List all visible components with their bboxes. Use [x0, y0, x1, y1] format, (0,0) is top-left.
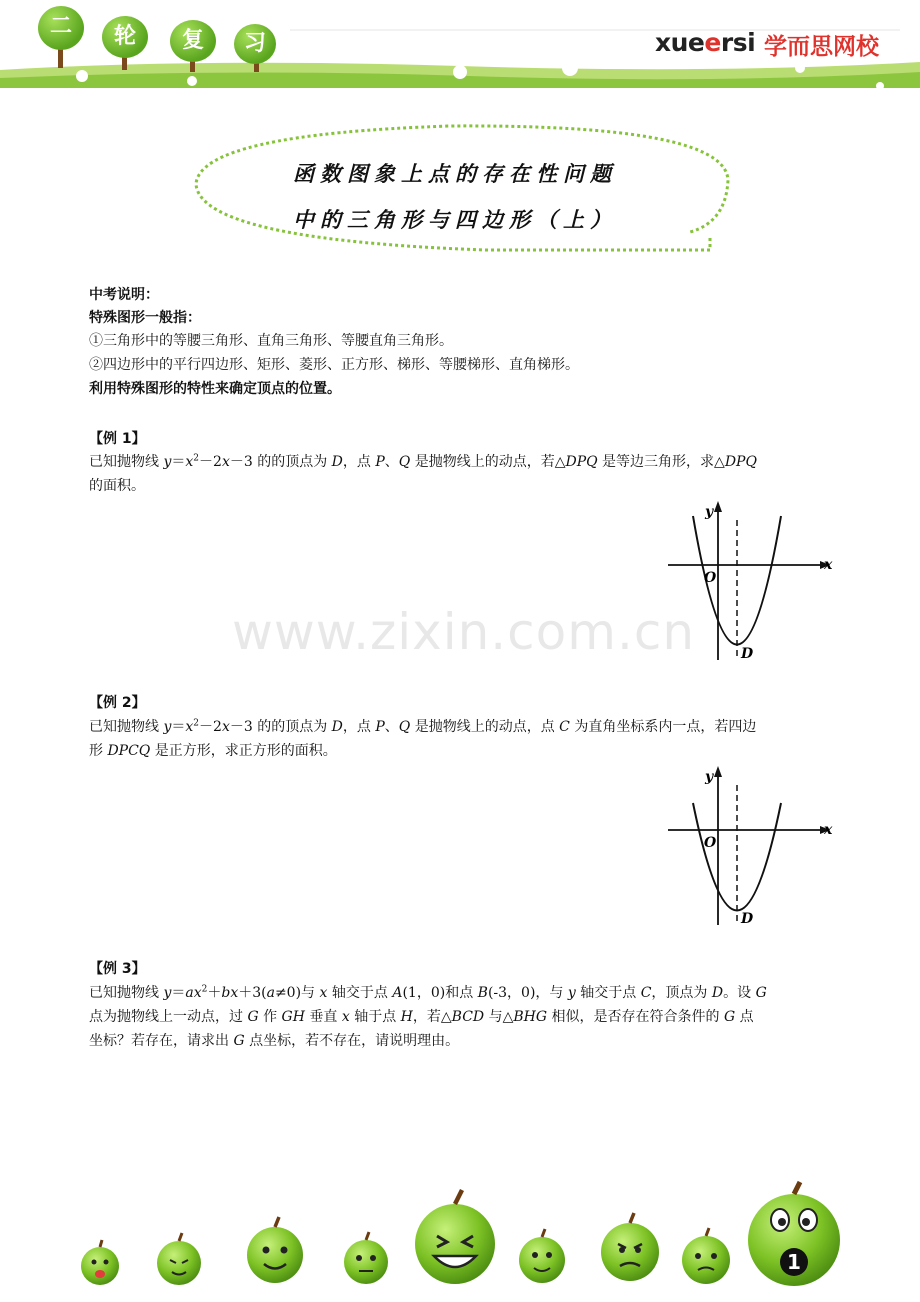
vertex-label: D [741, 911, 754, 927]
apple-icon [157, 1233, 201, 1285]
apple-icon [415, 1190, 495, 1284]
footer-apples [0, 1180, 920, 1302]
series-char-3: 复 [170, 20, 216, 62]
apple-icon [519, 1229, 565, 1283]
example-3-line-3: 坐标？若存在，请求出 G 点坐标，若不存在，请说明理由。 [89, 1033, 460, 1049]
series-char-1: 二 [38, 6, 84, 50]
example-1-line-1: 已知抛物线 $y=x^2-2x-3$ 的的顶点为 D，点 P、Q 是抛物线上的动点，若△DPQ 是等边三角形，求△DPQ [89, 453, 757, 470]
example-2-label: 【例 2】 [89, 695, 146, 711]
page-title-line-2: 中的三角形与四边形（上） [293, 207, 617, 232]
example-2-line-1: 已知抛物线 $y=x^2-2x-3$ 的的顶点为 D，点 P、Q 是抛物线上的动点，点 C 为直角坐标系内一点，若四边 [89, 718, 757, 735]
y-axis-label: y [705, 504, 714, 520]
page-title-line-1: 函数图象上点的存在性问题 [293, 161, 617, 186]
origin-label: O [704, 835, 717, 851]
header-banner [0, 0, 920, 100]
example-3-line-1: 已知抛物线 $y=ax^2+bx+3(a\ne 0)$与 x 轴交于点 A(1，0)和点 B(-3，0)，与 y 轴交于点 C，顶点为 D。设 G [89, 984, 767, 1001]
example-3-line-2: 点为抛物线上一动点，过 G 作 GH 垂直 x 轴于点 H，若△BCD 与△BHG 相似，是否存在符合条件的 G 点 [89, 1009, 754, 1025]
brand-logo-en: xueersi [655, 28, 756, 57]
series-char-2: 轮 [102, 16, 148, 58]
intro-heading: 中考说明： [89, 287, 159, 303]
y-axis-arrow-icon [714, 766, 722, 777]
example-1-label: 【例 1】 [89, 431, 146, 447]
y-axis-arrow-icon [714, 501, 722, 512]
example-1-line-2: 的面积。 [89, 478, 145, 494]
y-axis-label: y [705, 769, 714, 785]
apple-icon [81, 1240, 119, 1285]
title-bubble [190, 118, 735, 258]
apple-icon [601, 1213, 659, 1281]
page-number-apple-icon [748, 1182, 840, 1286]
intro-summary: 利用特殊图形的特性来确定顶点的位置。 [89, 381, 341, 397]
watermark: www.zixin.com.cn [232, 603, 696, 661]
x-axis-label: x [824, 822, 833, 838]
x-axis-label: x [824, 557, 833, 573]
page-number: 1 [787, 1250, 801, 1274]
example-3-label: 【例 3】 [89, 961, 146, 977]
vertex-label: D [741, 646, 754, 662]
example-2-graph [660, 763, 840, 933]
apple-icon [344, 1232, 388, 1284]
apple-icon [247, 1217, 303, 1283]
example-2-line-2: 形 DPCQ 是正方形，求正方形的面积。 [89, 743, 337, 759]
brand-logo-cn: 学而思网校 [764, 34, 879, 60]
intro-item-1: ①三角形中的等腰三角形、直角三角形、等腰直角三角形。 [89, 333, 453, 349]
intro-subheading: 特殊图形一般指： [89, 310, 201, 326]
intro-item-2: ②四边形中的平行四边形、矩形、菱形、正方形、梯形、等腰梯形、直角梯形。 [89, 357, 579, 373]
title-bubble-border [190, 118, 735, 258]
origin-label: O [704, 570, 717, 586]
apple-icon [682, 1228, 730, 1284]
series-char-4: 习 [234, 24, 276, 64]
